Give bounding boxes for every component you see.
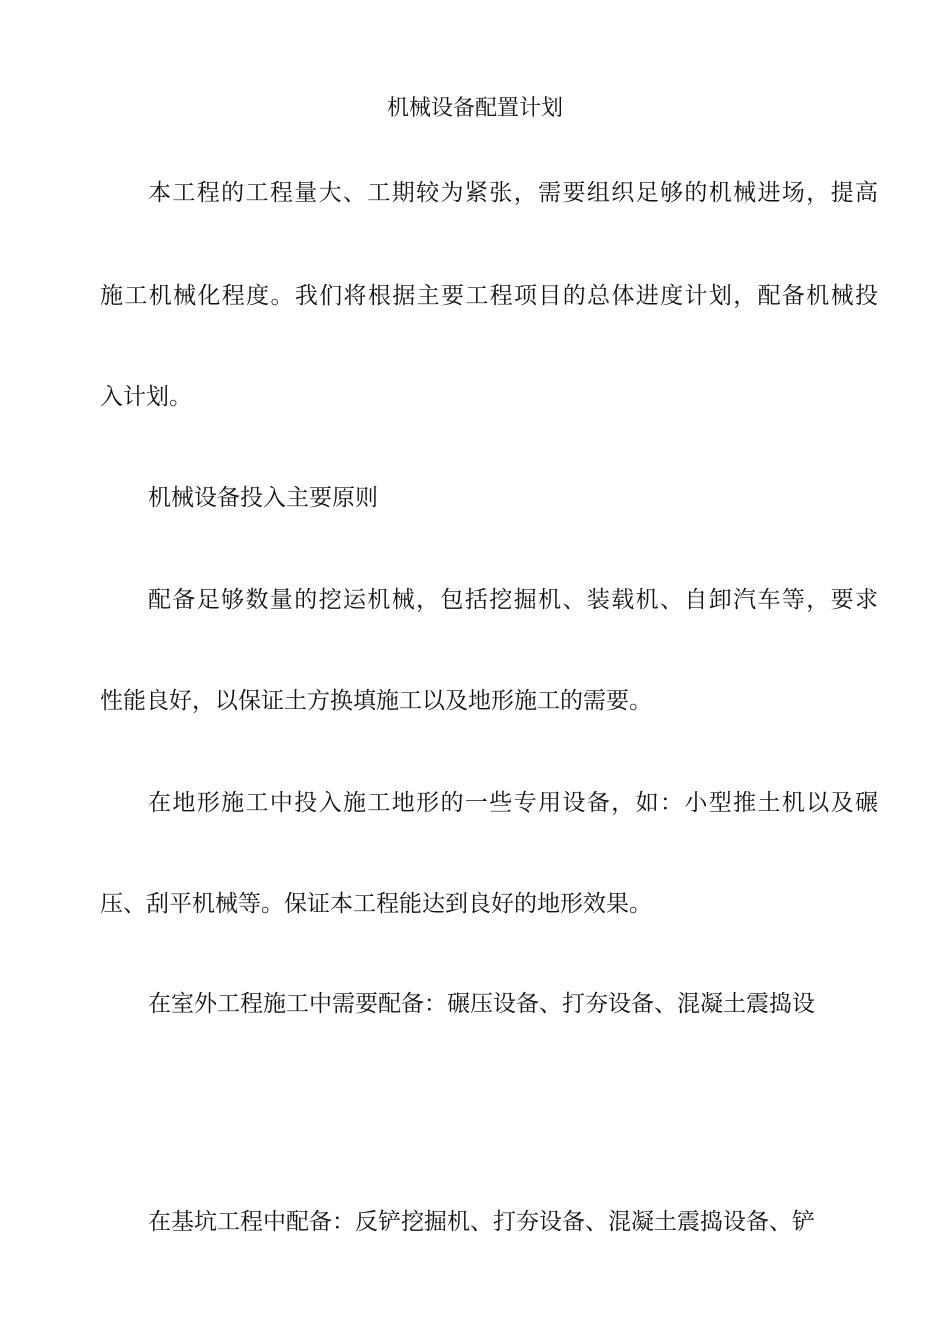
section-heading: 机械设备投入主要原则 [148,485,378,511]
paragraph-line: 施工机械化程度。我们将根据主要工程项目的总体进度计划，配备机械投 [100,283,878,309]
paragraph-line: 本工程的工程量大、工期较为紧张，需要组织足够的机械进场，提高 [148,180,878,206]
document-title: 机械设备配置计划 [386,96,563,121]
paragraph-line: 在地形施工中投入施工地形的一些专用设备，如：小型推土机以及碾 [148,790,878,816]
paragraph-line: 在基坑工程中配备：反铲挖掘机、打夯设备、混凝土震捣设备、铲 [148,1209,815,1235]
paragraph-line: 配备足够数量的挖运机械，包括挖掘机、装载机、自卸汽车等，要求 [148,587,878,613]
paragraph-line: 入计划。 [100,384,192,410]
paragraph-line: 压、刮平机械等。保证本工程能达到良好的地形效果。 [100,891,652,917]
paragraph-line: 性能良好，以保证土方换填施工以及地形施工的需要。 [100,688,652,714]
paragraph-line: 在室外工程施工中需要配备：碾压设备、打夯设备、混凝土震捣设 [148,991,815,1017]
